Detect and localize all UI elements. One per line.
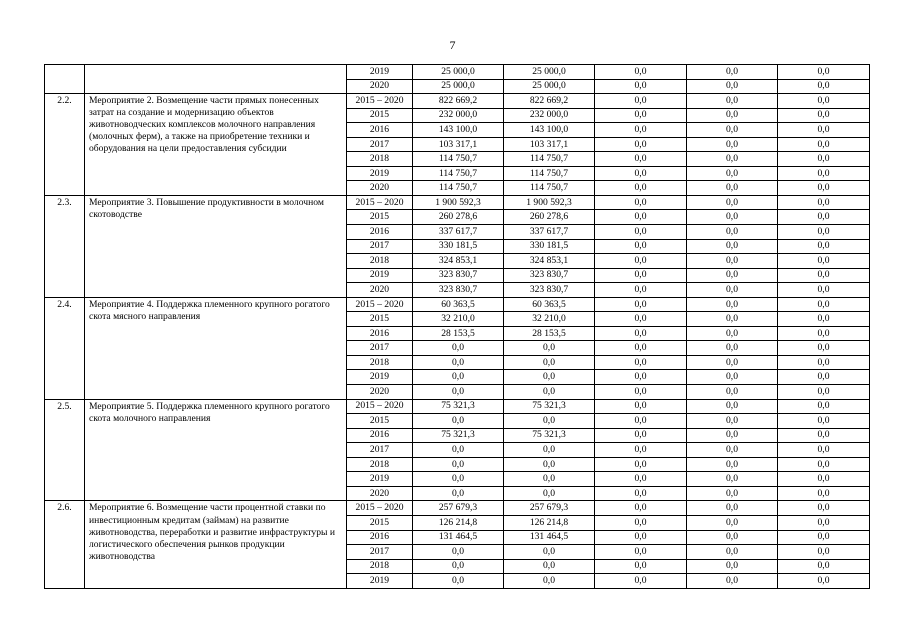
- value-cell: 25 000,0: [504, 79, 595, 94]
- value-cell: 0,0: [595, 472, 687, 487]
- year-cell: 2017: [347, 137, 413, 152]
- value-cell: 0,0: [687, 123, 778, 138]
- value-cell: 0,0: [778, 166, 870, 181]
- value-cell: 0,0: [595, 574, 687, 589]
- value-cell: 324 853,1: [504, 254, 595, 269]
- value-cell: 75 321,3: [413, 428, 504, 443]
- value-cell: 0,0: [778, 326, 870, 341]
- value-cell: 0,0: [778, 399, 870, 414]
- value-cell: 0,0: [687, 326, 778, 341]
- value-cell: 0,0: [595, 341, 687, 356]
- value-cell: 0,0: [778, 428, 870, 443]
- value-cell: 60 363,5: [413, 297, 504, 312]
- value-cell: 0,0: [595, 225, 687, 240]
- value-cell: 0,0: [778, 355, 870, 370]
- value-cell: 0,0: [595, 428, 687, 443]
- table-row: [45, 195, 870, 210]
- value-cell: 0,0: [595, 239, 687, 254]
- value-cell: 0,0: [778, 370, 870, 385]
- year-cell: 2019: [347, 370, 413, 385]
- value-cell: 0,0: [687, 501, 778, 516]
- year-cell: 2018: [347, 559, 413, 574]
- year-cell: 2017: [347, 545, 413, 560]
- value-cell: 0,0: [687, 530, 778, 545]
- value-cell: 0,0: [595, 195, 687, 210]
- value-cell: 0,0: [687, 210, 778, 225]
- value-cell: 0,0: [413, 486, 504, 501]
- value-cell: 0,0: [687, 181, 778, 196]
- year-cell: 2015 – 2020: [347, 297, 413, 312]
- value-cell: 0,0: [413, 370, 504, 385]
- value-cell: 0,0: [504, 385, 595, 400]
- measure-number-cell: 2.4.: [45, 297, 85, 399]
- value-cell: 0,0: [778, 574, 870, 589]
- value-cell: 0,0: [595, 545, 687, 560]
- table-row: [45, 501, 870, 516]
- value-cell: 0,0: [778, 297, 870, 312]
- value-cell: 0,0: [687, 559, 778, 574]
- year-cell: 2015: [347, 414, 413, 429]
- value-cell: 0,0: [504, 574, 595, 589]
- measure-description-cell: Мероприятие 3. Повышение продуктивности в молочном скотоводстве: [85, 195, 347, 297]
- value-cell: 0,0: [778, 443, 870, 458]
- year-cell: 2018: [347, 152, 413, 167]
- value-cell: 0,0: [687, 399, 778, 414]
- value-cell: 0,0: [595, 370, 687, 385]
- value-cell: 260 278,6: [504, 210, 595, 225]
- value-cell: 131 464,5: [504, 530, 595, 545]
- value-cell: 0,0: [778, 283, 870, 298]
- value-cell: 114 750,7: [413, 166, 504, 181]
- value-cell: 0,0: [687, 341, 778, 356]
- value-cell: 28 153,5: [413, 326, 504, 341]
- value-cell: 0,0: [504, 355, 595, 370]
- value-cell: 114 750,7: [504, 152, 595, 167]
- value-cell: 143 100,0: [504, 123, 595, 138]
- value-cell: 0,0: [595, 501, 687, 516]
- value-cell: 32 210,0: [504, 312, 595, 327]
- year-cell: 2015 – 2020: [347, 399, 413, 414]
- year-cell: 2018: [347, 457, 413, 472]
- value-cell: 0,0: [595, 443, 687, 458]
- value-cell: 60 363,5: [504, 297, 595, 312]
- measure-number-cell: 2.3.: [45, 195, 85, 297]
- year-cell: 2016: [347, 326, 413, 341]
- value-cell: 232 000,0: [504, 108, 595, 123]
- value-cell: 103 317,1: [504, 137, 595, 152]
- value-cell: 114 750,7: [504, 181, 595, 196]
- value-cell: 0,0: [413, 472, 504, 487]
- value-cell: 323 830,7: [413, 268, 504, 283]
- value-cell: 0,0: [413, 341, 504, 356]
- year-cell: 2020: [347, 79, 413, 94]
- year-cell: 2016: [347, 428, 413, 443]
- value-cell: 0,0: [595, 399, 687, 414]
- value-cell: 0,0: [687, 355, 778, 370]
- value-cell: 114 750,7: [413, 181, 504, 196]
- value-cell: 0,0: [687, 225, 778, 240]
- value-cell: 0,0: [595, 414, 687, 429]
- value-cell: 0,0: [778, 341, 870, 356]
- year-cell: 2016: [347, 530, 413, 545]
- value-cell: 0,0: [595, 152, 687, 167]
- year-cell: 2017: [347, 239, 413, 254]
- year-cell: 2019: [347, 65, 413, 80]
- value-cell: 25 000,0: [413, 79, 504, 94]
- year-cell: 2016: [347, 123, 413, 138]
- value-cell: 0,0: [687, 385, 778, 400]
- value-cell: 0,0: [778, 181, 870, 196]
- value-cell: 0,0: [687, 443, 778, 458]
- value-cell: 0,0: [595, 385, 687, 400]
- value-cell: 323 830,7: [504, 268, 595, 283]
- value-cell: 0,0: [687, 283, 778, 298]
- value-cell: 126 214,8: [413, 515, 504, 530]
- value-cell: 0,0: [687, 152, 778, 167]
- value-cell: 0,0: [778, 472, 870, 487]
- value-cell: 0,0: [595, 530, 687, 545]
- value-cell: 0,0: [778, 94, 870, 109]
- value-cell: 0,0: [687, 195, 778, 210]
- measure-number-cell: [45, 65, 85, 94]
- value-cell: 143 100,0: [413, 123, 504, 138]
- value-cell: 0,0: [595, 65, 687, 80]
- value-cell: 0,0: [778, 152, 870, 167]
- value-cell: 0,0: [687, 486, 778, 501]
- value-cell: 0,0: [687, 574, 778, 589]
- carryover-row: [45, 65, 870, 80]
- year-cell: 2018: [347, 355, 413, 370]
- value-cell: 0,0: [595, 181, 687, 196]
- value-cell: 0,0: [413, 574, 504, 589]
- value-cell: 0,0: [687, 545, 778, 560]
- value-cell: 0,0: [687, 457, 778, 472]
- value-cell: 0,0: [413, 385, 504, 400]
- value-cell: 337 617,7: [413, 225, 504, 240]
- value-cell: 0,0: [778, 108, 870, 123]
- year-cell: 2015: [347, 312, 413, 327]
- value-cell: 0,0: [778, 268, 870, 283]
- value-cell: 0,0: [778, 225, 870, 240]
- value-cell: 0,0: [687, 94, 778, 109]
- year-cell: 2016: [347, 225, 413, 240]
- table-row: [45, 297, 870, 312]
- measure-description-cell: Мероприятие 4. Поддержка племенного крупного рогатого скота мясного направления: [85, 297, 347, 399]
- value-cell: 1 900 592,3: [504, 195, 595, 210]
- value-cell: 0,0: [595, 559, 687, 574]
- value-cell: 257 679,3: [504, 501, 595, 516]
- value-cell: 0,0: [687, 414, 778, 429]
- value-cell: 0,0: [595, 254, 687, 269]
- value-cell: 330 181,5: [504, 239, 595, 254]
- measure-description-cell: Мероприятие 2. Возмещение части прямых понесенных затрат на создание и модернизацию объектов животноводческих комплексов молочного направления (молочных ферм), а также на приобретение техники и оборудования на цели предоставления субсидии: [85, 94, 347, 196]
- year-cell: 2020: [347, 181, 413, 196]
- value-cell: 114 750,7: [504, 166, 595, 181]
- value-cell: 0,0: [413, 414, 504, 429]
- table-row: [45, 94, 870, 109]
- value-cell: 25 000,0: [504, 65, 595, 80]
- year-cell: 2015: [347, 108, 413, 123]
- value-cell: 0,0: [778, 137, 870, 152]
- measure-number-cell: 2.5.: [45, 399, 85, 501]
- value-cell: 0,0: [504, 545, 595, 560]
- value-cell: 0,0: [413, 545, 504, 560]
- value-cell: 0,0: [413, 355, 504, 370]
- value-cell: 0,0: [595, 486, 687, 501]
- value-cell: 0,0: [504, 457, 595, 472]
- value-cell: 103 317,1: [413, 137, 504, 152]
- value-cell: 0,0: [778, 195, 870, 210]
- value-cell: 0,0: [504, 414, 595, 429]
- value-cell: 0,0: [413, 559, 504, 574]
- value-cell: 260 278,6: [413, 210, 504, 225]
- table-row: [45, 399, 870, 414]
- value-cell: 323 830,7: [413, 283, 504, 298]
- page-number: 7: [449, 38, 456, 52]
- value-cell: 0,0: [595, 268, 687, 283]
- year-cell: 2019: [347, 574, 413, 589]
- value-cell: 75 321,3: [413, 399, 504, 414]
- value-cell: 0,0: [595, 312, 687, 327]
- value-cell: 0,0: [778, 486, 870, 501]
- table-body: [45, 65, 870, 589]
- year-cell: 2018: [347, 254, 413, 269]
- value-cell: 0,0: [778, 65, 870, 80]
- year-cell: 2020: [347, 385, 413, 400]
- year-cell: 2019: [347, 472, 413, 487]
- year-cell: 2017: [347, 341, 413, 356]
- value-cell: 0,0: [687, 297, 778, 312]
- value-cell: 0,0: [778, 254, 870, 269]
- value-cell: 131 464,5: [413, 530, 504, 545]
- value-cell: 0,0: [778, 545, 870, 560]
- value-cell: 0,0: [504, 472, 595, 487]
- value-cell: 25 000,0: [413, 65, 504, 80]
- value-cell: 0,0: [778, 501, 870, 516]
- value-cell: 337 617,7: [504, 225, 595, 240]
- value-cell: 0,0: [778, 123, 870, 138]
- value-cell: 1 900 592,3: [413, 195, 504, 210]
- value-cell: 323 830,7: [504, 283, 595, 298]
- value-cell: 0,0: [687, 65, 778, 80]
- value-cell: 32 210,0: [413, 312, 504, 327]
- value-cell: 0,0: [778, 239, 870, 254]
- year-cell: 2015: [347, 515, 413, 530]
- value-cell: 0,0: [687, 137, 778, 152]
- value-cell: 0,0: [778, 515, 870, 530]
- value-cell: 232 000,0: [413, 108, 504, 123]
- value-cell: 0,0: [595, 515, 687, 530]
- value-cell: 75 321,3: [504, 428, 595, 443]
- year-cell: 2017: [347, 443, 413, 458]
- value-cell: 0,0: [687, 312, 778, 327]
- value-cell: 0,0: [595, 355, 687, 370]
- measure-description-cell: Мероприятие 6. Возмещение части процентной ставки по инвестиционным кредитам (займам) на развитие животноводства, переработки и развитие инфраструктуры и логистического обеспечения рынков продукции животноводства: [85, 501, 347, 588]
- value-cell: 0,0: [595, 457, 687, 472]
- year-cell: 2019: [347, 268, 413, 283]
- value-cell: 0,0: [595, 166, 687, 181]
- value-cell: 0,0: [595, 108, 687, 123]
- year-cell: 2015: [347, 210, 413, 225]
- value-cell: 0,0: [595, 137, 687, 152]
- year-cell: 2015 – 2020: [347, 94, 413, 109]
- year-cell: 2015 – 2020: [347, 501, 413, 516]
- value-cell: 114 750,7: [413, 152, 504, 167]
- value-cell: 0,0: [687, 515, 778, 530]
- year-cell: 2020: [347, 283, 413, 298]
- value-cell: 0,0: [778, 530, 870, 545]
- value-cell: 0,0: [778, 210, 870, 225]
- value-cell: 126 214,8: [504, 515, 595, 530]
- value-cell: 0,0: [687, 166, 778, 181]
- value-cell: 0,0: [687, 428, 778, 443]
- value-cell: 0,0: [687, 370, 778, 385]
- value-cell: 257 679,3: [413, 501, 504, 516]
- value-cell: 0,0: [778, 385, 870, 400]
- value-cell: 0,0: [595, 94, 687, 109]
- value-cell: 0,0: [778, 414, 870, 429]
- value-cell: 0,0: [595, 326, 687, 341]
- value-cell: 0,0: [504, 443, 595, 458]
- year-cell: 2019: [347, 166, 413, 181]
- value-cell: 0,0: [413, 457, 504, 472]
- value-cell: 0,0: [504, 559, 595, 574]
- value-cell: 0,0: [687, 268, 778, 283]
- year-cell: 2015 – 2020: [347, 195, 413, 210]
- value-cell: 0,0: [778, 79, 870, 94]
- value-cell: 0,0: [778, 457, 870, 472]
- measure-number-cell: 2.2.: [45, 94, 85, 196]
- measure-description-cell: Мероприятие 5. Поддержка племенного крупного рогатого скота молочного направления: [85, 399, 347, 501]
- value-cell: 0,0: [504, 486, 595, 501]
- measure-description-cell: [85, 65, 347, 94]
- value-cell: 28 153,5: [504, 326, 595, 341]
- value-cell: 0,0: [595, 283, 687, 298]
- value-cell: 0,0: [687, 254, 778, 269]
- value-cell: 0,0: [595, 79, 687, 94]
- value-cell: 0,0: [504, 341, 595, 356]
- year-cell: 2020: [347, 486, 413, 501]
- value-cell: 0,0: [413, 443, 504, 458]
- value-cell: 0,0: [778, 312, 870, 327]
- measure-number-cell: 2.6.: [45, 501, 85, 588]
- value-cell: 330 181,5: [413, 239, 504, 254]
- value-cell: 324 853,1: [413, 254, 504, 269]
- value-cell: 0,0: [687, 79, 778, 94]
- value-cell: 822 669,2: [504, 94, 595, 109]
- value-cell: 0,0: [595, 123, 687, 138]
- value-cell: 0,0: [687, 108, 778, 123]
- value-cell: 0,0: [778, 559, 870, 574]
- value-cell: 822 669,2: [413, 94, 504, 109]
- budget-table: [44, 64, 870, 589]
- value-cell: 0,0: [595, 297, 687, 312]
- value-cell: 0,0: [504, 370, 595, 385]
- value-cell: 0,0: [687, 239, 778, 254]
- value-cell: 0,0: [687, 472, 778, 487]
- value-cell: 75 321,3: [504, 399, 595, 414]
- value-cell: 0,0: [595, 210, 687, 225]
